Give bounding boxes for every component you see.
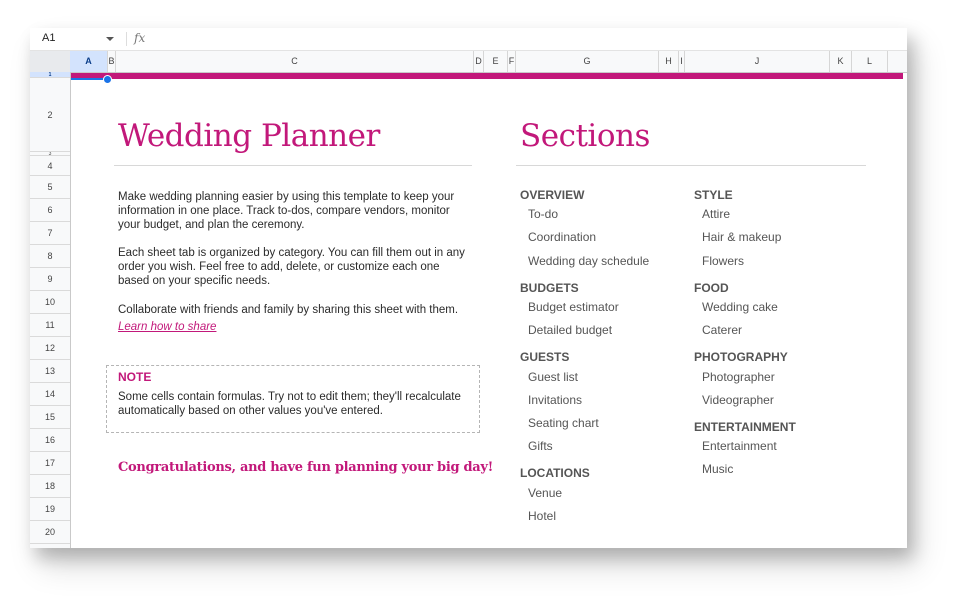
row-header-17[interactable]: 17 xyxy=(30,452,70,475)
section-link-gifts[interactable]: Gifts xyxy=(528,439,553,454)
intro-paragraph-1: Make wedding planning easier by using this template to keep your information in one place. Track to-dos, compare vendors, monitor your budget, and plan the ceremony. xyxy=(118,191,455,231)
section-heading-locations: LOCATIONS xyxy=(520,466,590,481)
section-link-music[interactable]: Music xyxy=(702,462,734,477)
section-link-videographer[interactable]: Videographer xyxy=(702,392,774,407)
accent-banner xyxy=(71,73,903,79)
formula-bar-divider xyxy=(126,32,127,46)
spreadsheet-window xyxy=(30,28,907,548)
row-header-19[interactable]: 19 xyxy=(30,498,70,521)
section-link-invitations[interactable]: Invitations xyxy=(528,392,583,407)
section-link-flowers[interactable]: Flowers xyxy=(702,253,745,268)
column-header-i[interactable]: I xyxy=(679,51,685,72)
fx-icon: fx xyxy=(134,31,146,45)
congrats-message: Congratulations, and have fun planning your big day! xyxy=(118,460,494,475)
column-header-g[interactable]: G xyxy=(516,51,659,72)
row-header-20[interactable]: 20 xyxy=(30,521,70,544)
title-divider xyxy=(114,165,472,166)
section-link-caterer[interactable]: Caterer xyxy=(702,323,743,338)
row-header-1[interactable]: 1 xyxy=(30,72,70,78)
section-link-guest-list[interactable]: Guest list xyxy=(528,369,579,384)
intro-paragraph-2: Each sheet tab is organized by category. You can fill them out in any order you wish. Feel free to add, delete, or customize each one based on your specific needs. xyxy=(118,247,465,287)
row-header-13[interactable]: 13 xyxy=(30,360,70,383)
section-link-photographer[interactable]: Photographer xyxy=(702,369,775,384)
section-link-hotel[interactable]: Hotel xyxy=(528,508,557,523)
section-heading-style: STYLE xyxy=(694,188,733,202)
section-link-attire[interactable]: Attire xyxy=(702,207,731,222)
selected-cell-indicator xyxy=(71,78,107,80)
name-box-dropdown-icon[interactable] xyxy=(106,37,114,41)
column-header-b[interactable]: B xyxy=(108,51,116,72)
row-header-6[interactable]: 6 xyxy=(30,199,70,222)
column-header-e[interactable]: E xyxy=(484,51,508,72)
section-heading-guests: GUESTS xyxy=(520,350,570,365)
share-link[interactable]: Learn how to share xyxy=(118,321,217,333)
section-link-budget-estimator[interactable]: Budget estimator xyxy=(528,300,619,314)
section-link-hair-makeup[interactable]: Hair & makeup xyxy=(702,230,782,245)
section-heading-budgets: BUDGETS xyxy=(520,280,579,295)
note-text: Some cells contain formulas. Try not to edit them; they'll recalculate automatically based on other values you've entered. xyxy=(118,391,461,417)
row-header-7[interactable]: 7 xyxy=(30,222,70,245)
section-link-entertainment[interactable]: Entertainment xyxy=(702,439,777,454)
column-header-f[interactable]: F xyxy=(508,51,516,72)
section-link-detailed-budget[interactable]: Detailed budget xyxy=(528,323,613,338)
column-header-h[interactable]: H xyxy=(659,51,679,72)
row-header-4[interactable]: 4 xyxy=(30,156,70,176)
row-header-11[interactable]: 11 xyxy=(30,314,70,337)
section-link-to-do[interactable]: To-do xyxy=(528,207,559,222)
row-header-15[interactable]: 15 xyxy=(30,406,70,429)
page-title: Wedding Planner xyxy=(118,118,380,154)
column-header-c[interactable]: C xyxy=(116,51,474,72)
row-header-14[interactable]: 14 xyxy=(30,383,70,406)
row-header-10[interactable]: 10 xyxy=(30,291,70,314)
row-header-18[interactable]: 18 xyxy=(30,475,70,498)
row-headers xyxy=(30,72,71,548)
selection-fill-handle[interactable] xyxy=(103,75,112,84)
column-headers xyxy=(30,51,907,73)
column-header-d[interactable]: D xyxy=(474,51,484,72)
row-header-16[interactable]: 16 xyxy=(30,429,70,452)
formula-bar xyxy=(30,28,907,51)
row-header-2[interactable]: 2 xyxy=(30,78,70,152)
column-header-l[interactable]: L xyxy=(852,51,888,72)
section-link-wedding-cake[interactable]: Wedding cake xyxy=(702,300,778,314)
column-header-k[interactable]: K xyxy=(830,51,852,72)
row-header-5[interactable]: 5 xyxy=(30,176,70,199)
column-header-a[interactable]: A xyxy=(70,51,108,72)
sections-divider xyxy=(516,165,866,166)
row-header-8[interactable]: 8 xyxy=(30,245,70,268)
row-header-12[interactable]: 12 xyxy=(30,337,70,360)
section-heading-food: FOOD xyxy=(694,280,729,295)
section-link-wedding-day-schedule[interactable]: Wedding day schedule xyxy=(528,253,650,268)
select-all-corner[interactable] xyxy=(30,51,71,72)
row-header-3[interactable]: 3 xyxy=(30,152,70,156)
section-heading-overview: OVERVIEW xyxy=(520,188,585,202)
section-link-venue[interactable]: Venue xyxy=(528,485,563,500)
section-link-coordination[interactable]: Coordination xyxy=(528,230,597,245)
section-heading-photography: PHOTOGRAPHY xyxy=(694,350,788,365)
name-box[interactable]: A1 xyxy=(42,32,56,44)
note-title: NOTE xyxy=(118,370,152,384)
row-header-9[interactable]: 9 xyxy=(30,268,70,291)
intro-paragraph-3: Collaborate with friends and family by sharing this sheet with them. xyxy=(118,304,459,316)
column-header-j[interactable]: J xyxy=(685,51,830,72)
sections-title: Sections xyxy=(520,118,650,154)
section-heading-entertainment: ENTERTAINMENT xyxy=(694,420,796,434)
section-link-seating-chart[interactable]: Seating chart xyxy=(528,416,599,430)
